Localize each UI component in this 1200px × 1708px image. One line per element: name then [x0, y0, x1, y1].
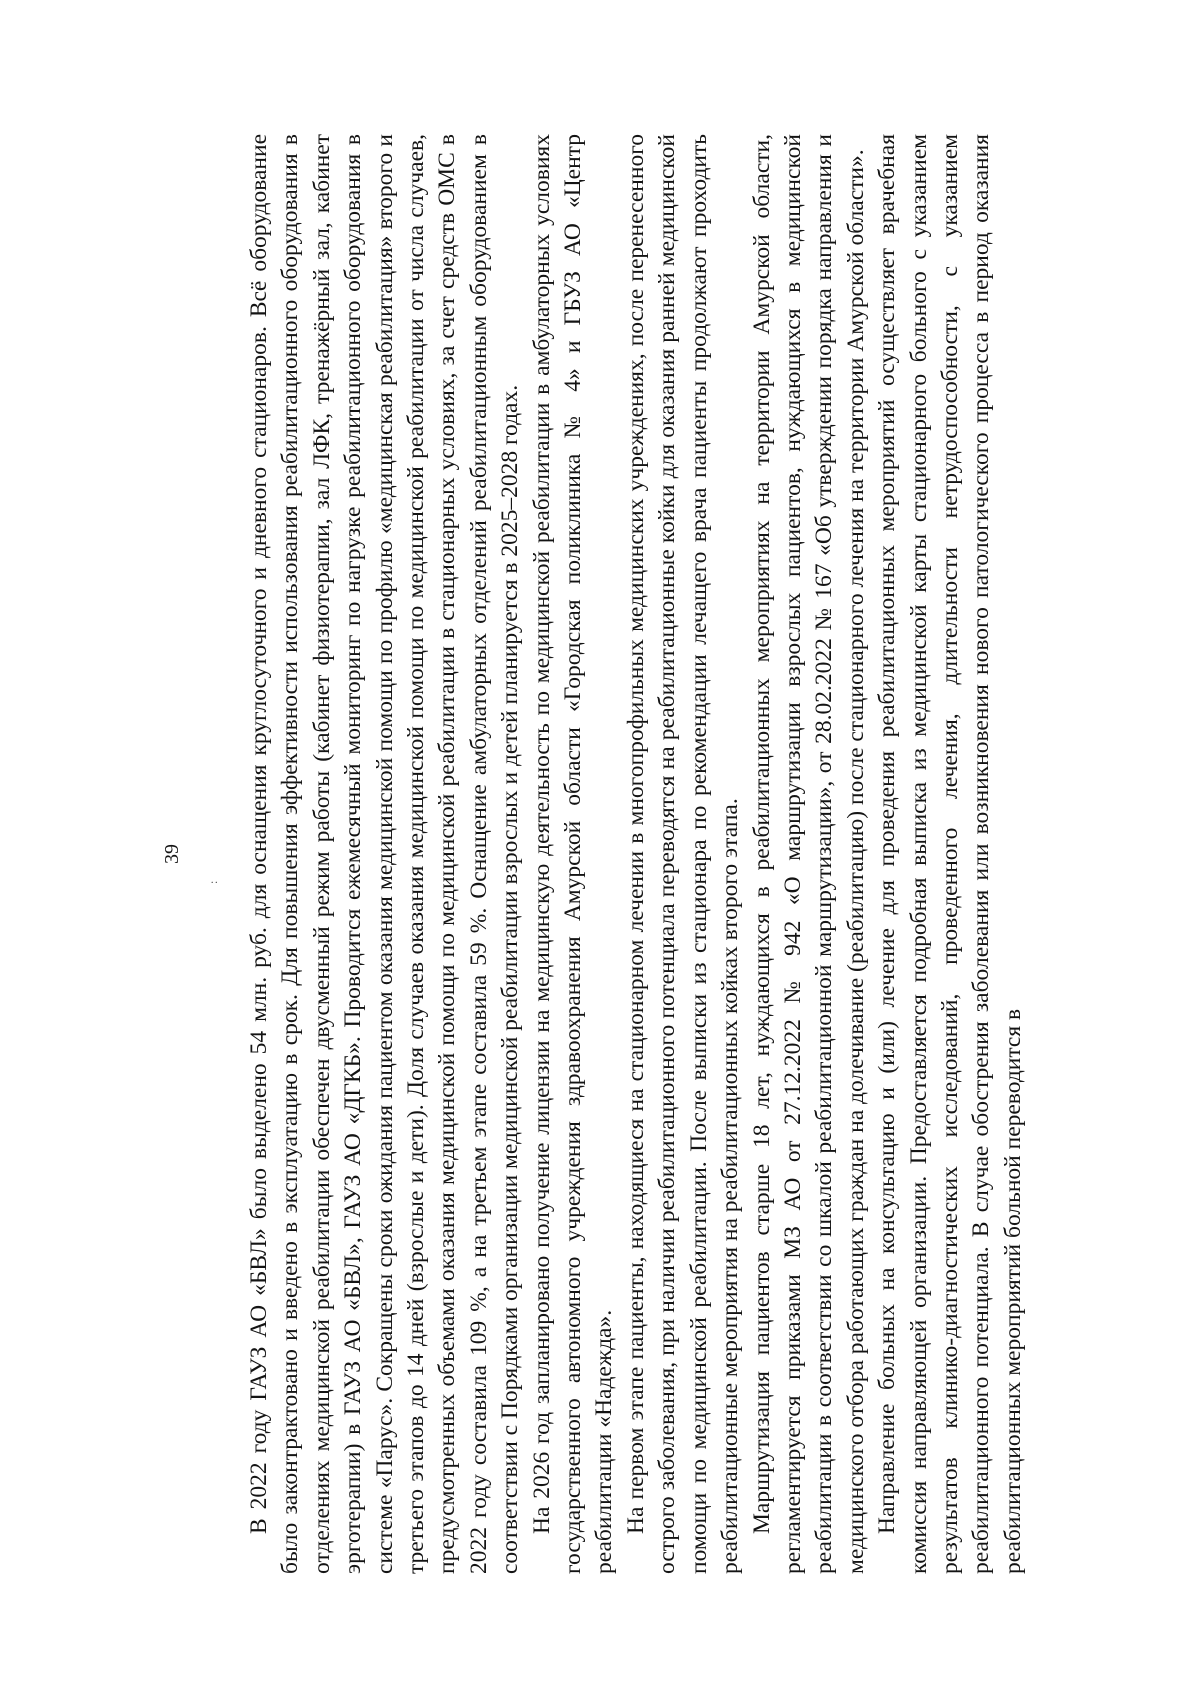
- paragraph-referral: Направление больных на консультацию и (или) лечение для проведения реабилитационных мероприятий осуществляет врачебная комиссия направляющей организации. Предоставляется подробная выписка из медицинской карты стационарного больного с указанием результатов клинико-диагностических исследований, проведенного лечения, длительности нетрудоспособности, с указанием реабилитационного потенциала. В случае обострения заболевания или возникновения нового патологического процесса в период оказания реабилитационных мероприятий больной переводится в: [874, 134, 1026, 1574]
- paragraph-funding: В 2022 году ГАУЗ АО «БВЛ» было выделено 54 млн. руб. для оснащения круглосуточного и дневного стационаров. Всё оборудование было законтрактовано и введено в эксплуатацию в срок. Для повышения эффективности использования реабилитационного оборудования в отделениях медицинской реабилитации обеспечен двусменный режим работы (кабинет физиотерапии, зал ЛФК, тренажёрный зал, кабинет эрготерапии) в ГАУЗ АО «БВЛ», ГАУЗ АО «ДГКБ». Проводится ежемесячный мониторинг по нагрузке реабилитационного оборудования в системе «Парус». Сокращены сроки ожидания пациентом оказания медицинской помощи по профилю «медицинская реабилитация» второго и третьего этапов до 14 дней (взрослые и дети). Доля случаев оказания медицинской помощи по медицинской реабилитации от числа случаев, предусмотренных объемами оказания медицинской помощи по медицинской реабилитации в стационарных условиях, за счет средств ОМС в 2022 году составила 109 %, а на третьем этапе составила 59 %. Оснащение амбулаторных отделений реабилитационным оборудованием в соответствии с Порядками организации медицинской реабилитации взрослых и детей планируется в 2025–2028 годах.: [246, 134, 524, 1574]
- page-number: 39: [161, 844, 183, 864]
- paragraph-first-stage: На первом этапе пациенты, находящиеся на стационарном лечении в многопрофильных медицинских учреждениях, после перенесенного острого заболевания, при наличии реабилитационного потенциала переводятся на реабилитационные койки для оказания ранней медицинской помощи по медицинской реабилитации. После выписки из стационара по рекомендации лечащего врача пациенты продолжают проходить реабилитационные мероприятия на реабилитационных койках второго этапа.: [622, 134, 744, 1574]
- paragraph-routing: Маршрутизация пациентов старше 18 лет, нуждающихся в реабилитационных мероприятиях на территории Амурской области, регламентируется приказами МЗ АО от 27.12.2022 № 942 «О маршрутизации взрослых пациентов, нуждающихся в медицинской реабилитации в соответствии со шкалой реабилитационной маршрутизации», от 28.02.2022 № 167 «Об утверждении порядка направления и медицинского отбора работающих граждан на долечивание (реабилитацию) после стационарного лечения на территории Амурской области».: [748, 134, 869, 1574]
- paragraph-license-plan: На 2026 год запланировано получение лицензии на медицинскую деятельность по медицинской реабилитации в амбулаторных условиях государственного автономного учреждения здравоохранения Амурской области «Городская поликлиника № 4» и ГБУЗ АО «Центр реабилитации «Надежда».: [528, 134, 618, 1574]
- page-mark: :: [206, 880, 220, 884]
- body-text: [244, 134, 1029, 1574]
- rotated-sheet: [160, 134, 1040, 1574]
